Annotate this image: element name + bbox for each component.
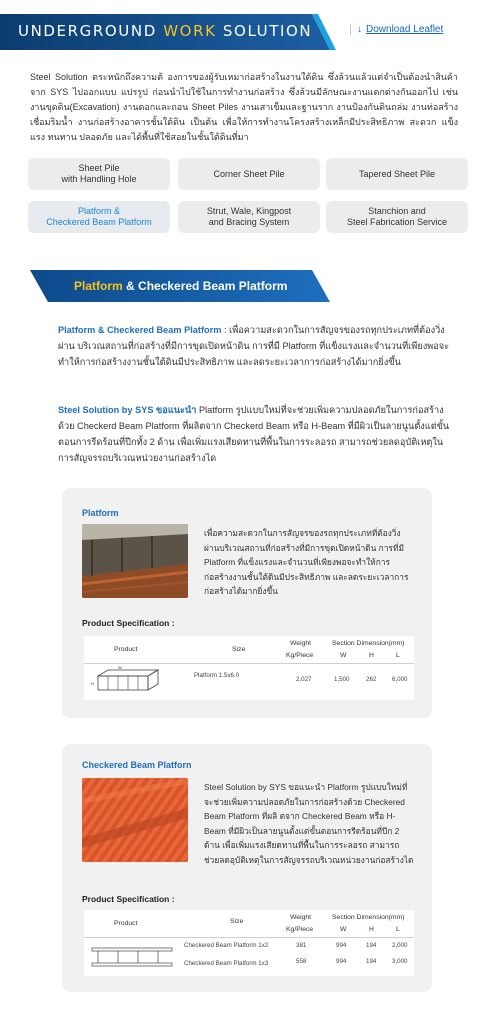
intro-paragraph: Steel Solution ตระหนักถึงความต้ องการของผู้รับเหมาก่อสร้างในงานใต้ดิน ซึ่งล้วนแล้วแต่จำเป็นต้องนำสินค้าจาก SYS ไปออกแบบ แปรรูป ก่อนนำไปใช้ในการทำงานก่อสร้าง ซึ่งล้วนมีลักษณะงานแตกต่างกันออกไป เช่น งานขุดดิน(Excavation) งานตอกและถอน Sheet Piles งานเสาเข็มและฐานราก งานป้องกันดินถล่ม งานท่อสร้างเชื่อมริมน้ำ งานก่อสร้างอาคารชั้นใต้ดิน เป็นต้น เพื่อให้การทำงานโครงสร้างเหล็กมีประสิทธิภาพ สะดวก แข็งแรง ทนทาน ปลอดภัย และได้พื้นที่ใช้สอยในชั้นใต้ดินที่มา	[30, 72, 458, 142]
table-divider	[84, 937, 414, 938]
title-part2: SOLUTION	[216, 22, 313, 40]
col-size: Size	[230, 918, 244, 925]
tab-label-line2: with Handling Hole	[61, 174, 137, 184]
col-size: Size	[232, 646, 246, 653]
row-2-h: 194	[366, 958, 377, 965]
spec-table	[84, 910, 414, 976]
table-divider	[84, 663, 414, 664]
description-paragraph-2	[58, 402, 458, 466]
col-h: H	[369, 652, 374, 659]
download-label: Download Leaflet	[366, 24, 444, 35]
row-1-weight: 381	[296, 942, 307, 949]
diagram-h-label: H	[91, 681, 94, 686]
download-leaflet-link[interactable]	[350, 24, 443, 35]
tab-label-line2: Checkered Beam Platform	[46, 217, 152, 227]
section-banner	[30, 270, 330, 302]
spec-table	[84, 636, 414, 700]
title-accent: WORK	[163, 22, 217, 40]
checkered-beam-photo	[82, 778, 188, 862]
platform-diagram	[88, 666, 170, 696]
col-l: L	[396, 926, 400, 933]
card-description: เพื่อความสะดวกในการสัญจรของรถทุกประเภทที่ต้องวิ่งผ่านบริเวณสถานที่ก่อสร้างที่มีการขุดเปิดหน้าดิน การที่มี Platform ที่แข็งแรงและจำนวนที่เพียงพอจะทำให้การก่อสร้างงานชั้นใต้ดินมีประสิทธิภาพ และลดระยะเวลาการก่อสร้างได้มากยิ่งขึ้น	[204, 528, 409, 596]
down-arrow-icon: ↓	[357, 24, 362, 35]
col-weight-unit: Kg/Piece	[286, 926, 314, 933]
col-weight: Weight	[290, 914, 312, 921]
row-2-size: Checkered Beam Platform 1x3	[184, 960, 269, 967]
checkered-beam-platform-card	[62, 744, 432, 992]
row-1-l: 2,000	[392, 942, 408, 949]
para2-text: Platform รูปแบบใหม่ที่จะช่วยเพิ่มความปลอดภัยในการก่อสร้าง ด้วย Checkerd Beam Platform ที่ผลิตจาก Checkerd Beam หรือ H-Beam ที่มีผิวเป็นลายนูนตั้งแต่ขั้นตอนการรีดร้อนที่ปีกทั้ง 2 ด้าน เพื่อเพิ่มแรงเสียดทานที่พื้นในการระลอรถ สามารถช่วยลดอุบัติเหตุในการสัญจรรถบริเวณหน่วยงานก่อสร้างได	[58, 405, 450, 463]
row-l: 6,000	[392, 676, 408, 683]
tab-strut-wale-kingpost[interactable]	[178, 201, 320, 233]
para2-highlight: Steel Solution by SYS ขอแนะนำ	[58, 405, 197, 415]
row-1-w: 994	[336, 942, 347, 949]
tab-label-line1: Sheet Pile	[78, 163, 120, 173]
spec-title: Product Specification :	[82, 894, 175, 904]
row-2-l: 3,000	[392, 958, 408, 965]
row-1-h: 194	[366, 942, 377, 949]
tab-label-line2: Steel Fabrication Service	[346, 217, 448, 227]
tab-label-line1: Corner Sheet Pile	[213, 168, 285, 179]
col-w: W	[340, 652, 347, 659]
tab-label-line1: Stanchion and	[368, 206, 426, 216]
page-title	[18, 22, 312, 40]
tab-sheet-pile-handling-hole[interactable]	[28, 158, 170, 190]
tab-label-line2: and Bracing System	[208, 217, 290, 227]
platform-photo	[82, 524, 188, 598]
spec-title: Product Specification :	[82, 618, 175, 628]
col-product: Product	[114, 920, 138, 927]
diagram-w-label: W	[118, 666, 122, 670]
card-title: Platform	[82, 508, 119, 518]
page-header	[0, 14, 487, 54]
tab-label-line1: Platform &	[77, 206, 120, 216]
tab-platform-checkered-beam[interactable]	[28, 201, 170, 233]
col-section-dimension: Section Dimension(mm)	[332, 914, 405, 921]
checkered-beam-diagram	[88, 942, 176, 972]
section-title-rest: & Checkered Beam Platform	[122, 279, 288, 293]
col-weight: Weight	[290, 640, 312, 647]
row-h: 262	[366, 676, 377, 683]
card-description: Steel Solution by SYS ขอแนะนำ Platform รูปแบบใหม่ที่จะช่วยเพิ่มความปลอดภัยในการก่อสร้างด้วย Checkered Beam Platform ที่ผลิ ตจาก Checkered Beam หรือ H-Beam ที่มีผิวเป็นลายนูนตั้งแต่ขั้นตอนการรีดร้อนที่ปีก 2 ด้าน เพื่อเพิ่มแรงเสียดทานที่พื้นในการระลอรถ สามารถช่วยลดอุบัติเหตุในการสัญจรรถบริเวณหน่วยงานก่อสร้างได	[204, 782, 414, 865]
section-title	[74, 279, 287, 293]
platform-card	[62, 488, 432, 718]
tab-stanchion-fabrication[interactable]	[326, 201, 468, 233]
row-2-w: 994	[336, 958, 347, 965]
para1-text: : เพื่อความสะดวกในการสัญจรของรถทุกประเภทที่ต้องวิ่งผ่าน บริเวณสถานที่ก่อสร้างที่มีการขุดเปิดหน้าดิน การที่มี Platform ที่แข็งแรงและจำนวนที่เพียงพอจะทำให้การก่อสร้างงานชั้นใต้ดินมีประสิทธิภาพ และลดระยะเวลาการก่อสร้างได้มากยิ่งขึ้น	[58, 325, 450, 367]
row-1-size: Checkered Beam Platform 1x2	[184, 942, 269, 949]
tab-corner-sheet-pile[interactable]	[178, 158, 320, 190]
section-title-accent: Platform	[74, 279, 123, 293]
title-part1: UNDERGROUND	[18, 22, 164, 40]
tab-label-line1: Strut, Wale, Kingpost	[206, 206, 292, 216]
col-w: W	[340, 926, 347, 933]
col-l: L	[396, 652, 400, 659]
col-h: H	[369, 926, 374, 933]
col-product: Product	[114, 646, 138, 653]
row-2-weight: 558	[296, 958, 307, 965]
row-size: Platform 1.5x6.0	[194, 672, 240, 679]
row-weight: 2,027	[296, 676, 312, 683]
para1-highlight: Platform & Checkered Beam Platform	[58, 325, 222, 335]
col-section-dimension: Section Dimension(mm)	[332, 640, 405, 647]
tab-tapered-sheet-pile[interactable]	[326, 158, 468, 190]
tab-label-line1: Tapered Sheet Pile	[358, 168, 436, 179]
row-w: 1,500	[334, 676, 350, 683]
col-weight-unit: Kg/Piece	[286, 652, 314, 659]
card-title: Checkered Beam Platforn	[82, 760, 192, 770]
description-paragraph-1	[58, 322, 458, 370]
